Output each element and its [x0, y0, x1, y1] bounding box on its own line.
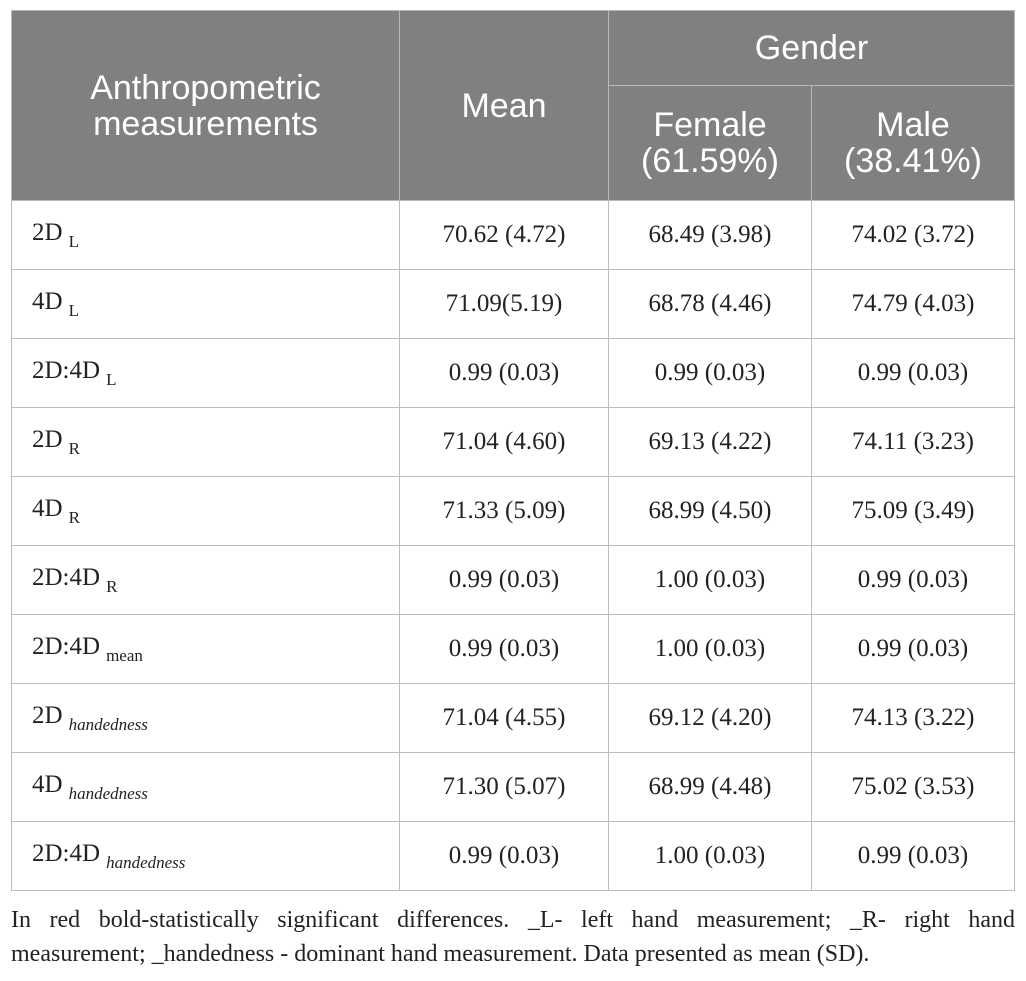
header-gender: Gender — [609, 11, 1015, 86]
male-value: 0.99 (0.03) — [812, 615, 1015, 684]
measurement-subscript: handedness — [106, 852, 186, 872]
measurement-subscript: L — [106, 369, 117, 389]
mean-value: 0.99 (0.03) — [400, 339, 609, 408]
measurement-base: 2D:4D — [32, 563, 101, 591]
male-value: 74.13 (3.22) — [812, 684, 1015, 753]
mean-value: 71.04 (4.60) — [400, 408, 609, 477]
male-value: 74.02 (3.72) — [812, 201, 1015, 270]
measurement-label — [12, 270, 400, 339]
measurement-subscript: L — [68, 300, 79, 320]
female-value: 68.78 (4.46) — [609, 270, 812, 339]
table-row — [12, 339, 1015, 408]
measurement-label — [12, 339, 400, 408]
table-row — [12, 201, 1015, 270]
measurement-subscript: L — [68, 231, 79, 251]
measurement-label — [12, 822, 400, 891]
male-value: 74.79 (4.03) — [812, 270, 1015, 339]
measurement-base: 2D — [32, 218, 63, 246]
female-value: 1.00 (0.03) — [609, 546, 812, 615]
female-value: 68.99 (4.48) — [609, 753, 812, 822]
male-value: 0.99 (0.03) — [812, 546, 1015, 615]
male-value: 75.02 (3.53) — [812, 753, 1015, 822]
measurement-base: 4D — [32, 494, 63, 522]
data-table — [11, 10, 1015, 891]
measurement-subscript: R — [68, 438, 80, 458]
measurement-base: 2D:4D — [32, 356, 101, 384]
header-male: Male (38.41%) — [812, 86, 1015, 201]
measurement-subscript: R — [106, 576, 118, 596]
table-row — [12, 270, 1015, 339]
table-row — [12, 477, 1015, 546]
female-value: 1.00 (0.03) — [609, 615, 812, 684]
measurement-label — [12, 615, 400, 684]
mean-value: 0.99 (0.03) — [400, 615, 609, 684]
table-row — [12, 408, 1015, 477]
measurement-base: 2D:4D — [32, 632, 101, 660]
table-body — [12, 201, 1015, 891]
measurement-subscript: handedness — [68, 714, 148, 734]
mean-value: 71.04 (4.55) — [400, 684, 609, 753]
mean-value: 0.99 (0.03) — [400, 546, 609, 615]
measurement-label — [12, 408, 400, 477]
table-footnote: In red bold-statistically significant differences. _L- left hand measurement; _R- right hand measurement; _handedness - dominant hand measurement. Data presented as mean (SD). — [11, 907, 1015, 967]
female-value: 69.12 (4.20) — [609, 684, 812, 753]
measurement-subscript: R — [68, 507, 80, 527]
measurement-label — [12, 201, 400, 270]
male-value: 75.09 (3.49) — [812, 477, 1015, 546]
header-female: Female (61.59%) — [609, 86, 812, 201]
measurement-subscript: mean — [106, 645, 143, 665]
measurement-base: 2D:4D — [32, 839, 101, 867]
mean-value: 71.30 (5.07) — [400, 753, 609, 822]
measurement-label — [12, 684, 400, 753]
measurement-base: 2D — [32, 701, 63, 729]
female-value: 0.99 (0.03) — [609, 339, 812, 408]
mean-value: 70.62 (4.72) — [400, 201, 609, 270]
measurement-base: 4D — [32, 287, 63, 315]
mean-value: 0.99 (0.03) — [400, 822, 609, 891]
female-value: 1.00 (0.03) — [609, 822, 812, 891]
measurement-subscript: handedness — [68, 783, 148, 803]
header-measurements: Anthropometric measurements — [12, 11, 400, 201]
male-value: 74.11 (3.23) — [812, 408, 1015, 477]
table-row — [12, 615, 1015, 684]
measurement-label — [12, 753, 400, 822]
table-row — [12, 546, 1015, 615]
male-value: 0.99 (0.03) — [812, 339, 1015, 408]
male-value: 0.99 (0.03) — [812, 822, 1015, 891]
table-row — [12, 684, 1015, 753]
female-value: 69.13 (4.22) — [609, 408, 812, 477]
measurement-base: 4D — [32, 770, 63, 798]
measurement-label — [12, 477, 400, 546]
mean-value: 71.09(5.19) — [400, 270, 609, 339]
table-row — [12, 822, 1015, 891]
measurement-label — [12, 546, 400, 615]
header-mean: Mean — [400, 11, 609, 201]
measurement-base: 2D — [32, 425, 63, 453]
mean-value: 71.33 (5.09) — [400, 477, 609, 546]
table-row — [12, 753, 1015, 822]
female-value: 68.99 (4.50) — [609, 477, 812, 546]
female-value: 68.49 (3.98) — [609, 201, 812, 270]
